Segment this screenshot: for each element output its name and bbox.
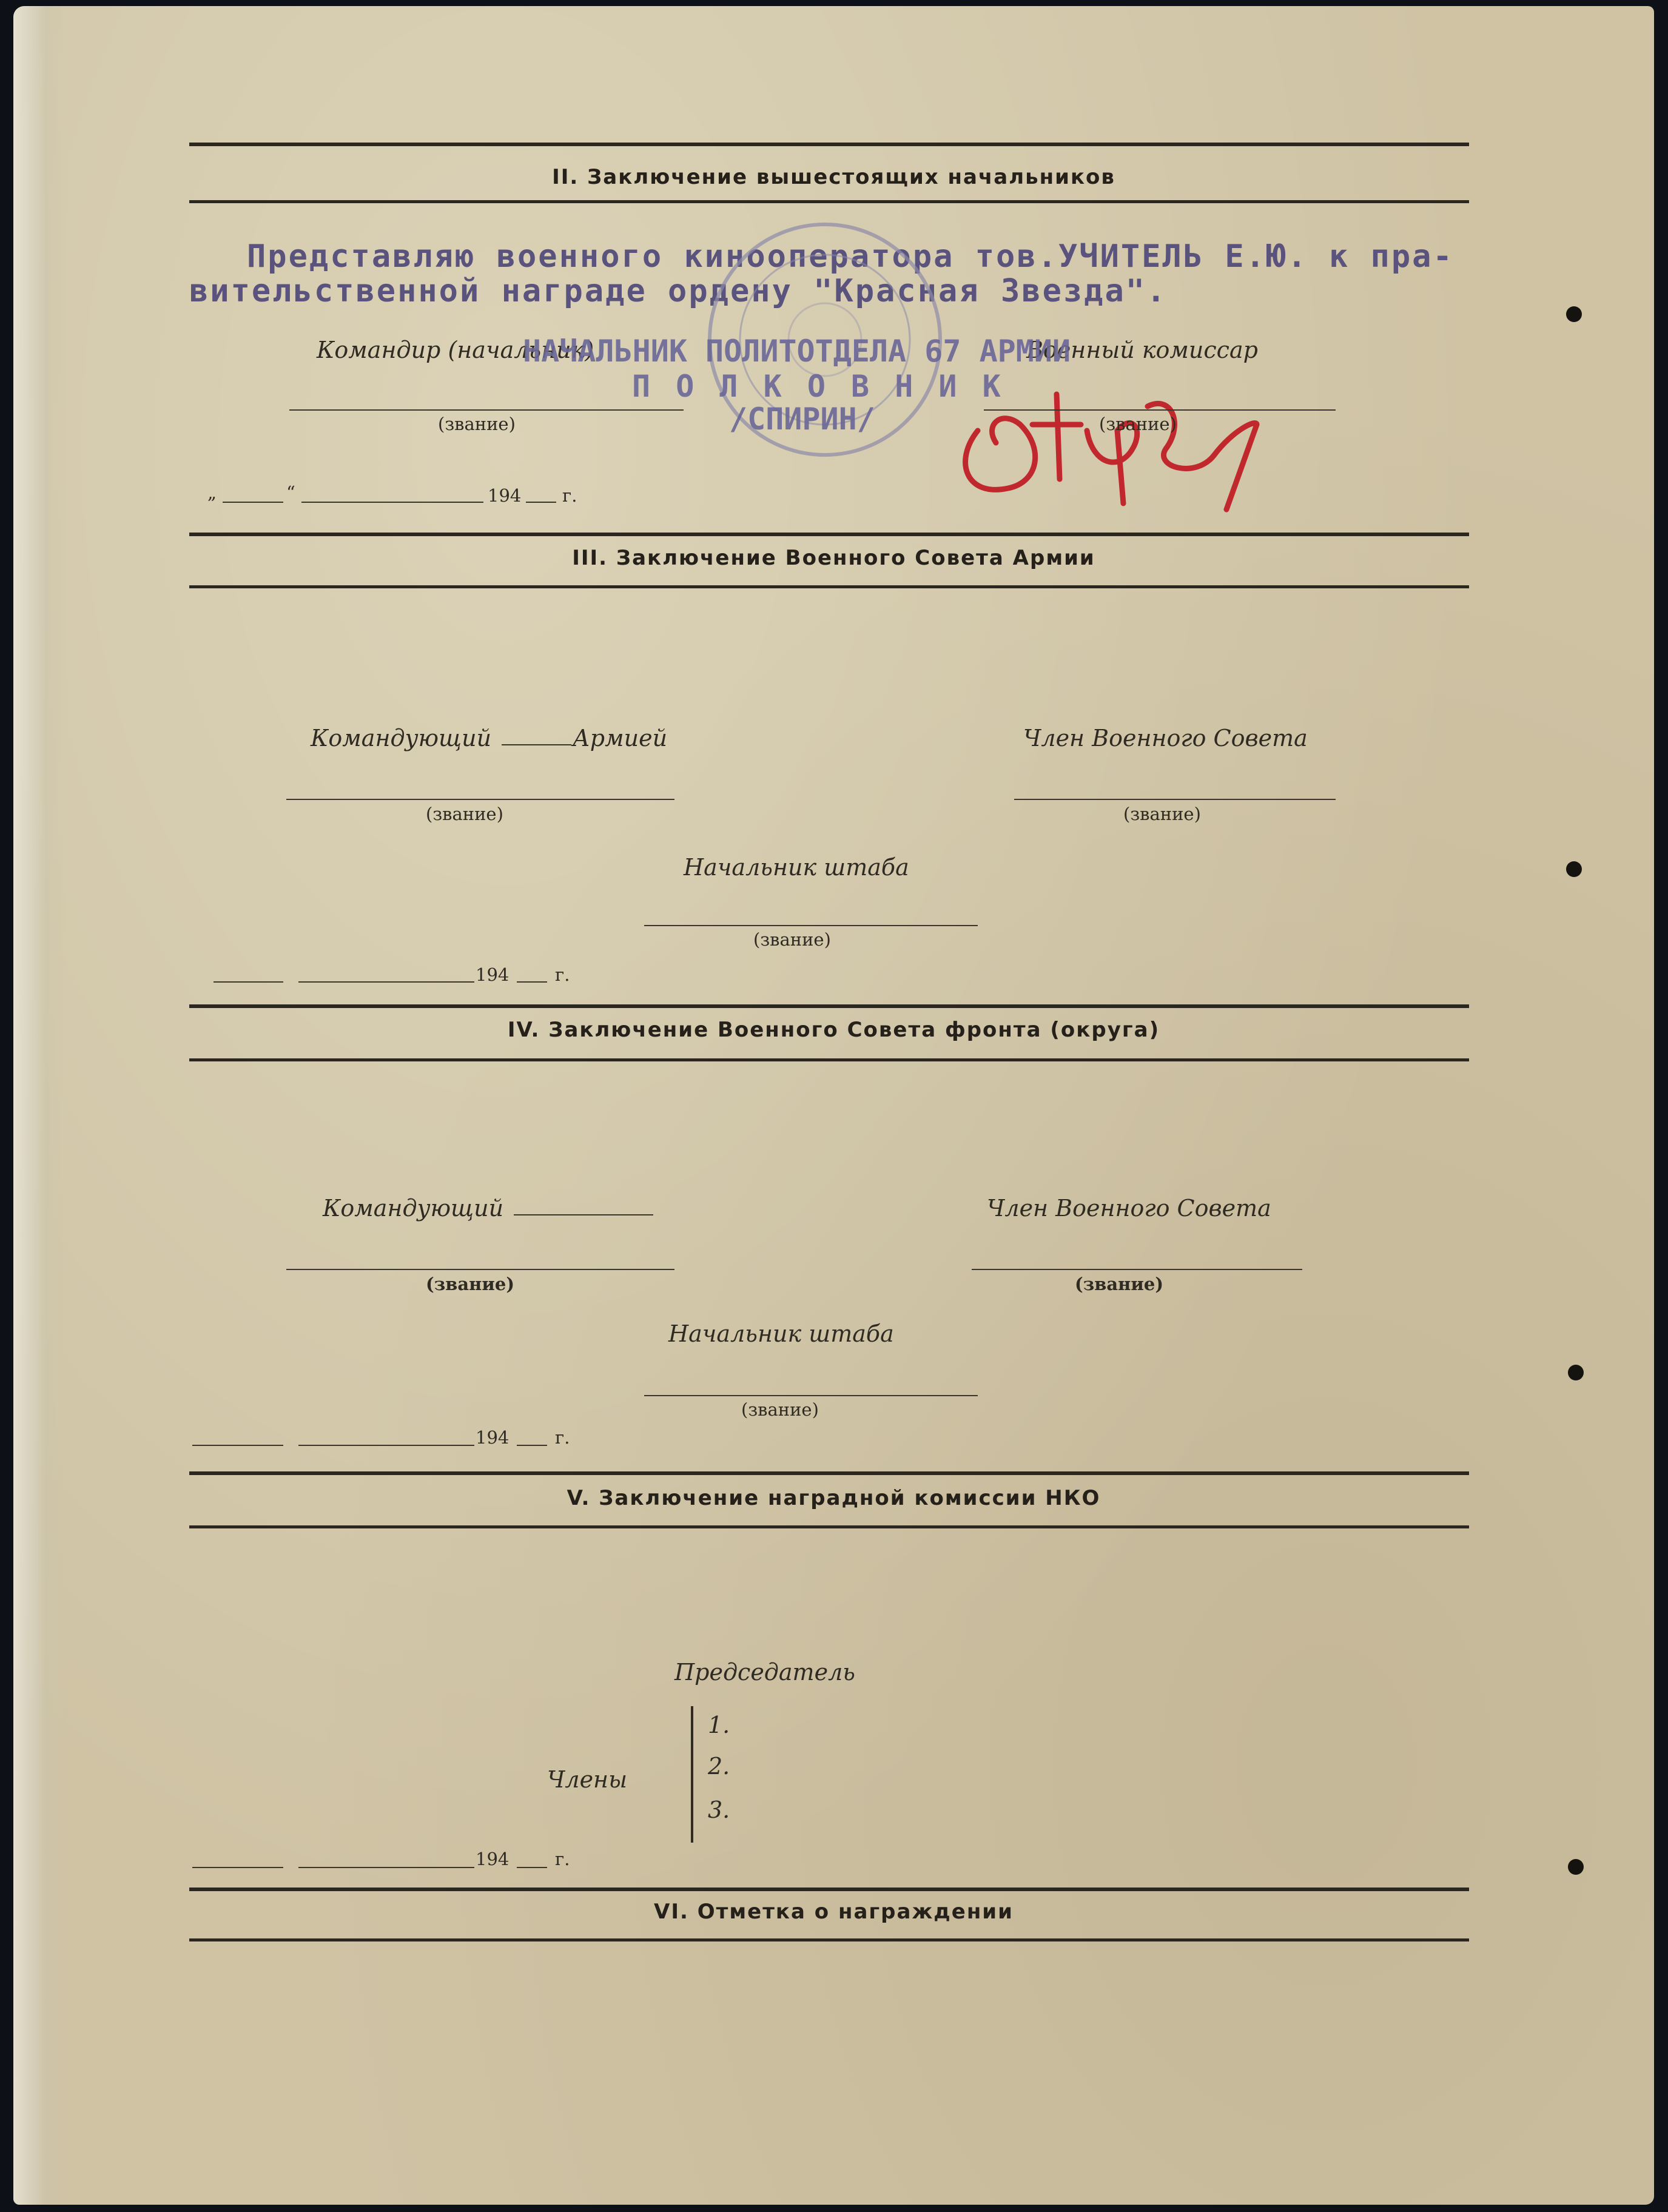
army-commander-label: Командующий: [311, 725, 492, 751]
section-iii-heading: III. Заключение Военного Совета Армии: [572, 546, 1095, 570]
date-quote-open: „: [207, 482, 217, 503]
commission-date-day-line: [192, 1867, 283, 1868]
army-chief-of-staff-label: Начальник штаба: [684, 854, 909, 881]
army-council-member-label: Член Военного Совета: [1023, 725, 1308, 751]
front-council-member-label: Член Военного Совета: [987, 1195, 1271, 1222]
army-date-day-line: [214, 981, 283, 983]
commission-date-year-line: [517, 1867, 547, 1868]
commander-rank-line: [289, 409, 684, 411]
commission-date-year-suffix: г.: [555, 1849, 570, 1869]
front-commander-label: Командующий: [323, 1195, 504, 1222]
punch-hole: [1568, 1859, 1584, 1875]
army-number-line: [502, 744, 571, 745]
stamp-name: /СПИРИН/: [729, 402, 875, 437]
army-label: Армией: [573, 725, 668, 751]
front-member-rank-caption: (звание): [1075, 1274, 1164, 1294]
front-commander-rank-line: [286, 1269, 674, 1270]
paper-fold-shadow: [13, 6, 68, 2205]
army-chief-rank-line: [644, 925, 978, 926]
rule: [189, 1938, 1469, 1941]
rule: [189, 1058, 1469, 1061]
commander-label: Командир (начальник): [317, 337, 594, 363]
date-day-line: [223, 502, 283, 503]
front-chief-rank-line: [644, 1395, 978, 1396]
commissar-rank-caption: (звание): [1099, 414, 1177, 434]
member-number-1: 1.: [708, 1712, 730, 1738]
commissar-rank-line: [984, 409, 1336, 411]
front-chief-rank-caption: (звание): [741, 1399, 819, 1420]
army-member-rank-line: [1014, 799, 1336, 800]
rule: [189, 1525, 1469, 1528]
commission-members-label: Члены: [547, 1766, 628, 1793]
date-year-line: [526, 502, 556, 503]
front-date-day-line: [192, 1445, 283, 1446]
red-signature: [941, 358, 1281, 540]
section-iv-heading: IV. Заключение Военного Совета фронта (округа): [507, 1018, 1160, 1042]
punch-hole: [1566, 861, 1582, 877]
front-member-rank-line: [972, 1269, 1302, 1270]
army-commander-rank-line: [286, 799, 674, 800]
army-date-year-suffix: г.: [555, 964, 570, 985]
army-chief-rank-caption: (звание): [753, 929, 831, 950]
commission-date-month-line: [298, 1867, 474, 1868]
army-commander-rank-caption: (звание): [426, 804, 503, 824]
date-year-suffix: г.: [562, 485, 577, 506]
commission-date-year: 194: [476, 1849, 509, 1869]
recommendation-line-2: вительственной награде ордену "Красная Звезда".: [189, 273, 1168, 309]
army-date-month-line: [298, 981, 474, 983]
rule: [189, 1004, 1469, 1008]
army-member-rank-caption: (звание): [1123, 804, 1201, 824]
commission-chairman-label: Председатель: [674, 1659, 855, 1686]
army-date-year-line: [517, 981, 547, 983]
rule: [189, 200, 1469, 203]
rule: [189, 1471, 1469, 1475]
date-year: 194: [488, 485, 522, 506]
rule: [189, 585, 1469, 588]
date-quote-close: “: [286, 482, 295, 503]
front-chief-of-staff-label: Начальник штаба: [668, 1320, 894, 1347]
section-vi-heading: VI. Отметка о награждении: [654, 1900, 1014, 1924]
section-ii-heading: II. Заключение вышестоящих начальников: [552, 165, 1115, 189]
front-commander-rank-caption: (звание): [426, 1274, 515, 1294]
award-sheet-page: [13, 6, 1654, 2205]
rule: [189, 143, 1469, 146]
army-date-year: 194: [476, 964, 509, 985]
punch-hole: [1566, 306, 1582, 322]
front-date-month-line: [298, 1445, 474, 1446]
member-number-2: 2.: [708, 1753, 730, 1780]
recommendation-line-1: Представляю военного кинооператора тов.УЧИТЕЛЬ Е.Ю. к пра-: [247, 238, 1454, 275]
section-v-heading: V. Заключение наградной комиссии НКО: [567, 1486, 1101, 1510]
front-date-year-suffix: г.: [555, 1427, 570, 1448]
members-bracket: [691, 1706, 693, 1843]
front-date-year-line: [517, 1445, 547, 1446]
commissar-label: Военный комиссар: [1026, 337, 1258, 363]
stamp-rank: П О Л К О В Н И К: [632, 369, 1004, 404]
stamp-position: НАЧАЛЬНИК ПОЛИТОТДЕЛА 67 АРМИИ: [523, 334, 1071, 369]
rule: [189, 533, 1469, 536]
front-number-line: [514, 1214, 653, 1215]
commander-rank-caption: (звание): [438, 414, 516, 434]
date-month-line: [301, 502, 483, 503]
member-number-3: 3.: [708, 1797, 730, 1823]
front-date-year: 194: [476, 1427, 509, 1448]
punch-hole: [1568, 1365, 1584, 1380]
rule: [189, 1888, 1469, 1891]
